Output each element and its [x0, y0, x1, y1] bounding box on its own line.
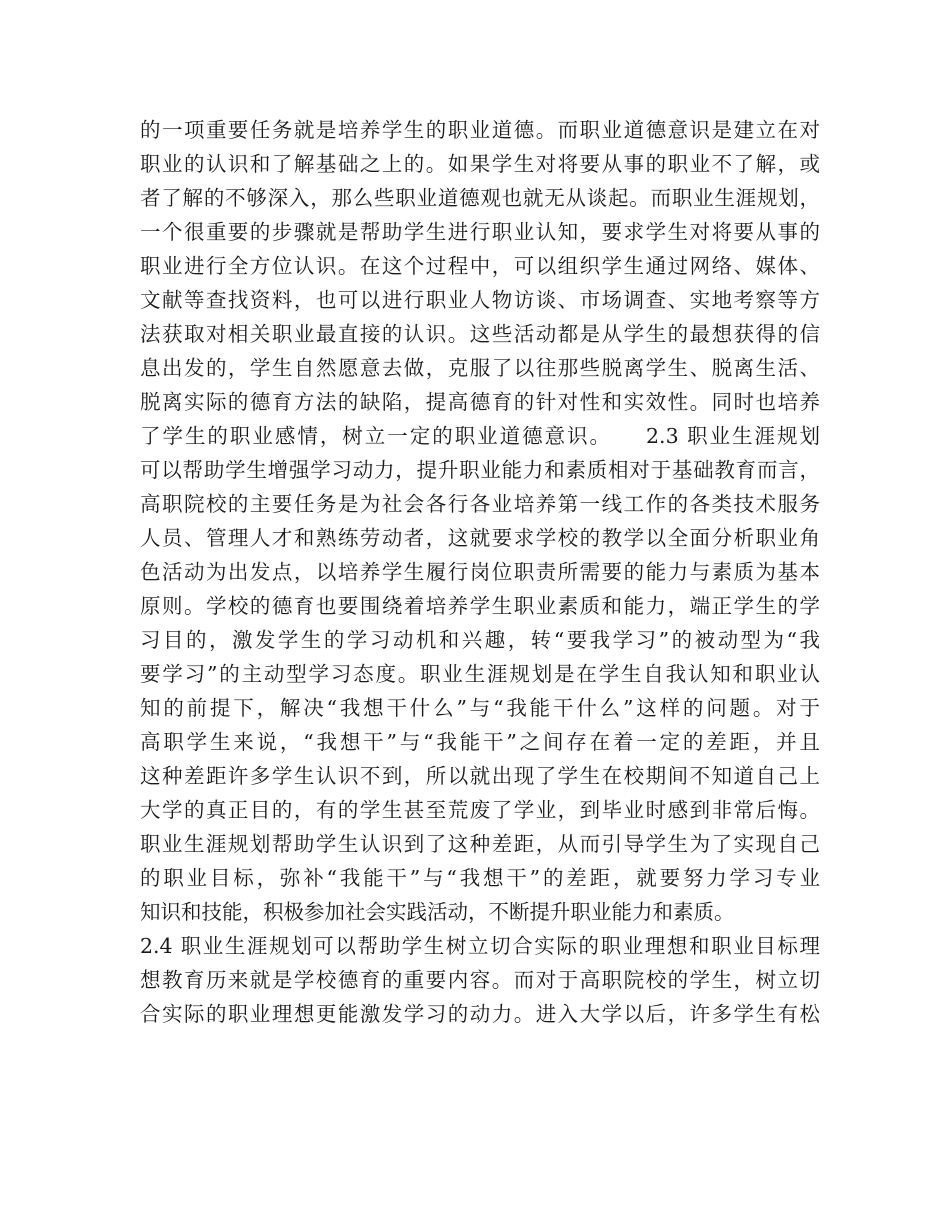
text-line: 职业生涯规划帮助学生认识到了这种差距，从而引导学生为了实现自己: [140, 832, 820, 856]
text-line: 合实际的职业理想更能激发学习的动力。进入大学以后，许多学生有松: [140, 1002, 820, 1026]
text-line: 可以帮助学生增强学习动力，提升职业能力和素质相对于基础教育而言，: [140, 458, 820, 482]
text-line: 大学的真正目的，有的学生甚至荒废了学业，到毕业时感到非常后悔。: [140, 798, 820, 822]
text-line: 知识和技能，积极参加社会实践活动，不断提升职业能力和素质。: [140, 900, 735, 924]
text-line: 一个很重要的步骤就是帮助学生进行职业认知，要求学生对将要从事的: [140, 220, 820, 244]
text-line: 这种差距许多学生认识不到，所以就出现了学生在校期间不知道自己上: [140, 764, 820, 788]
text-line: 想教育历来就是学校德育的重要内容。而对于高职院校的学生，树立切: [140, 968, 820, 992]
text-line: 要学习”的主动型学习态度。职业生涯规划是在学生自我认知和职业认: [140, 662, 820, 686]
text-line: 人员、管理人才和熟练劳动者，这就要求学校的教学以全面分析职业角: [140, 526, 820, 550]
text-line: 习目的，激发学生的学习动机和兴趣，转“要我学习”的被动型为“我: [140, 628, 820, 652]
text-line: 职业进行全方位认识。在这个过程中，可以组织学生通过网络、媒体、: [140, 254, 820, 278]
text-line: 职业的认识和了解基础之上的。如果学生对将要从事的职业不了解，或: [140, 152, 820, 176]
text-line: 的职业目标，弥补“我能干”与“我想干”的差距，就要努力学习专业: [140, 866, 820, 890]
text-line: 原则。学校的德育也要围绕着培养学生职业素质和能力，端正学生的学: [140, 594, 820, 618]
text-line: 高职学生来说，“我想干”与“我能干”之间存在着一定的差距，并且: [140, 730, 820, 754]
text-line: 脱离实际的德育方法的缺陷，提高德育的针对性和实效性。同时也培养: [140, 390, 820, 414]
text-line: 知的前提下，解决“我想干什么”与“我能干什么”这样的问题。对于: [140, 696, 820, 720]
text-line: 者了解的不够深入，那么些职业道德观也就无从谈起。而职业生涯规划，: [140, 186, 820, 210]
text-line: 文献等查找资料，也可以进行职业人物访谈、市场调查、实地考察等方: [140, 288, 820, 312]
text-line: 了学生的职业感情，树立一定的职业道德意识。 2.3 职业生涯规划: [140, 424, 820, 448]
text-line: 息出发的，学生自然愿意去做，克服了以往那些脱离学生、脱离生活、: [140, 356, 820, 380]
text-line: 法获取对相关职业最直接的认识。这些活动都是从学生的最想获得的信: [140, 322, 820, 346]
text-line: 的一项重要任务就是培养学生的职业道德。而职业道德意识是建立在对: [140, 118, 820, 142]
text-line: 2.4 职业生涯规划可以帮助学生树立切合实际的职业理想和职业目标理: [140, 934, 820, 958]
text-line: 色活动为出发点，以培养学生履行岗位职责所需要的能力与素质为基本: [140, 560, 820, 584]
text-line: 高职院校的主要任务是为社会各行各业培养第一线工作的各类技术服务: [140, 492, 820, 516]
body-text: [140, 113, 820, 1031]
